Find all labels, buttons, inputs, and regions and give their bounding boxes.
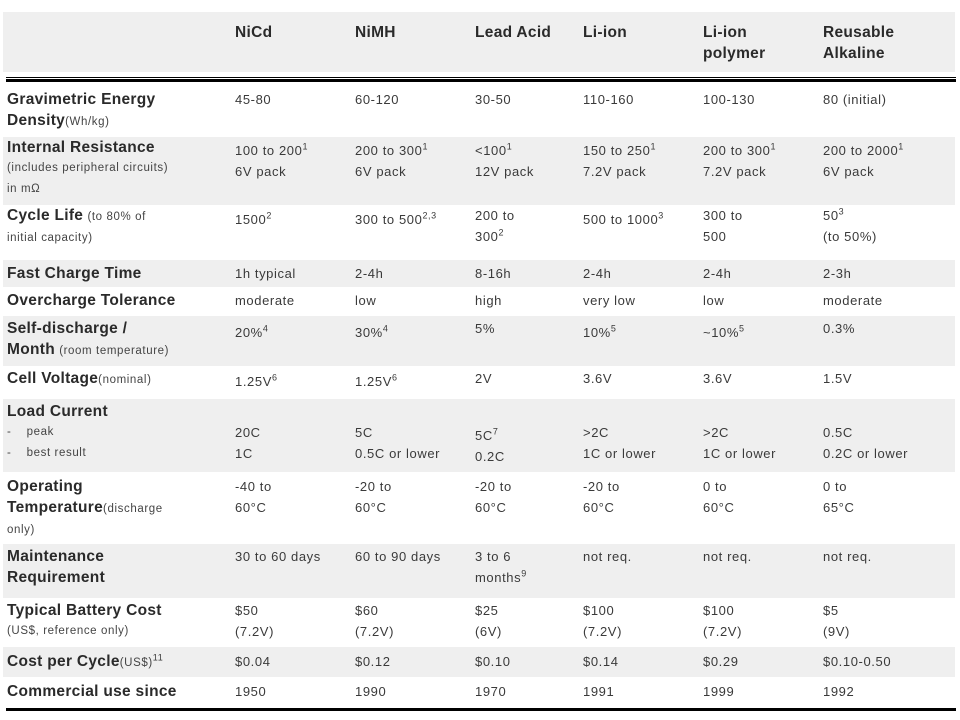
row-label: Typical Battery Cost (US$, reference only) xyxy=(7,602,162,637)
column-header-reusable-alkaline: Reusable Alkaline xyxy=(823,24,895,62)
row-label: Gravimetric Energy Density(Wh/kg) xyxy=(7,91,156,129)
column-header-li-ion: Li-ion xyxy=(583,24,627,41)
cell-nimh: 200 to $300^1$ 6V pack xyxy=(355,141,429,179)
divider-thin xyxy=(6,77,956,78)
cell-nimh: 60-120 xyxy=(355,92,400,107)
cell-lead-acid: $5C^7$ 0.2C xyxy=(475,426,505,464)
cell-li-ion: 150 to $250^1$ 7.2V pack xyxy=(583,141,657,179)
row-label: Commercial use since xyxy=(7,683,177,700)
cell-nicd: 45-80 xyxy=(235,92,272,107)
cell-lead-acid: 1970 xyxy=(475,684,507,699)
cell-nicd: $0.04 xyxy=(235,654,271,669)
cell-nicd: 1h typical xyxy=(235,266,296,281)
cell-lead-acid: 3 to 6 months$^9$ xyxy=(475,549,527,585)
row-label: Fast Charge Time xyxy=(7,265,142,282)
row-label: Operating Temperature(discharge only) xyxy=(7,478,163,536)
column-header-li-ion-polymer: Li-ion polymer xyxy=(703,24,766,62)
cell-nimh: 60 to 90 days xyxy=(355,549,441,564)
cell-li-ion-polymer: 100-130 xyxy=(703,92,755,107)
cell-nicd: 30 to 60 days xyxy=(235,549,321,564)
cell-li-ion: 1991 xyxy=(583,684,615,699)
cell-lead-acid: 200 to $300^2$ xyxy=(475,208,515,244)
cell-li-ion: 500 to 1000$^3$ xyxy=(583,210,664,227)
row-label: Load Current - peak - best result xyxy=(7,403,108,459)
cell-lead-acid: -20 to 60°C xyxy=(475,479,512,515)
cell-reusable-alkaline: 0.5C 0.2C or lower xyxy=(823,425,909,461)
row-label: Cost per Cycle(US$)$^{11}$ xyxy=(7,652,164,670)
cell-li-ion: $100 (7.2V) xyxy=(583,603,623,639)
cell-nicd: $1.25V^6$ xyxy=(235,372,278,389)
cell-li-ion-polymer: >2C 1C or lower xyxy=(703,425,777,461)
cell-li-ion: very low xyxy=(583,293,636,308)
battery-comparison-table xyxy=(3,12,955,712)
cell-reusable-alkaline: 80 (initial) xyxy=(823,92,887,107)
cell-nimh: 1990 xyxy=(355,684,387,699)
cell-li-ion-polymer: $100 (7.2V) xyxy=(703,603,743,639)
cell-lead-acid: high xyxy=(475,293,502,308)
cell-nimh: 2-4h xyxy=(355,266,384,281)
divider-thick xyxy=(6,79,956,82)
cell-lead-acid: $25 (6V) xyxy=(475,603,502,639)
row-label: Self-discharge / Month (room temperature) xyxy=(7,320,170,358)
cell-li-ion-polymer: 0 to 60°C xyxy=(703,479,735,515)
cell-li-ion: >2C 1C or lower xyxy=(583,425,657,461)
cell-nicd: -40 to 60°C xyxy=(235,479,272,515)
table-row-typical-battery-cost xyxy=(3,598,955,647)
cell-lead-acid: 2V xyxy=(475,371,493,386)
cell-nimh: low xyxy=(355,293,377,308)
cell-nicd: 20C 1C xyxy=(235,425,261,461)
cell-nimh: 5C 0.5C or lower xyxy=(355,425,441,461)
cell-nimh: $60 (7.2V) xyxy=(355,603,395,639)
column-header-nicd: NiCd xyxy=(235,24,273,41)
cell-nimh: $0.12 xyxy=(355,654,391,669)
table-row-cycle-life xyxy=(3,205,955,260)
cell-nicd: 20%$^4$ xyxy=(235,323,269,340)
row-label: Maintenance Requirement xyxy=(7,548,106,586)
cell-reusable-alkaline: 0 to 65°C xyxy=(823,479,855,515)
column-header-nimh: NiMH xyxy=(355,24,396,41)
cell-nimh: 300 to 500$^{2,3}$ xyxy=(355,210,437,227)
cell-lead-acid: 8-16h xyxy=(475,266,512,281)
table-row-overcharge-tolerance xyxy=(3,287,955,316)
column-header-lead-acid: Lead Acid xyxy=(475,24,552,41)
cell-nimh: 30%$^4$ xyxy=(355,323,389,340)
cell-nicd: 1500$^2$ xyxy=(235,210,272,227)
table-row-cost-per-cycle xyxy=(3,647,955,677)
row-label: Cell Voltage(nominal) xyxy=(7,370,152,387)
cell-reusable-alkaline: moderate xyxy=(823,293,883,308)
cell-nicd: $50 (7.2V) xyxy=(235,603,275,639)
cell-li-ion: 2-4h xyxy=(583,266,612,281)
cell-li-ion-polymer: 3.6V xyxy=(703,371,733,386)
cell-li-ion-polymer: 2-4h xyxy=(703,266,732,281)
table-row-cell-voltage xyxy=(3,366,955,399)
cell-nicd: moderate xyxy=(235,293,295,308)
table-row-operating-temperature xyxy=(3,472,955,544)
divider-thick xyxy=(6,708,956,711)
cell-reusable-alkaline: $50^3$ (to 50%) xyxy=(823,206,877,244)
row-label: Overcharge Tolerance xyxy=(7,292,176,309)
cell-reusable-alkaline: not req. xyxy=(823,549,872,564)
cell-lead-acid: $0.10 xyxy=(475,654,511,669)
row-label: Internal Resistance (includes peripheral circuits) in mΩ xyxy=(7,139,169,195)
cell-li-ion-polymer: 1999 xyxy=(703,684,735,699)
cell-reusable-alkaline: $5 (9V) xyxy=(823,603,850,639)
bottom-divider xyxy=(3,706,955,712)
cell-nimh: -20 to 60°C xyxy=(355,479,392,515)
row-label: Cycle Life (to 80% of initial capacity) xyxy=(7,207,146,244)
cell-li-ion-polymer: 300 to 500 xyxy=(703,208,743,244)
cell-reusable-alkaline: 1992 xyxy=(823,684,855,699)
cell-nimh: $1.25V^6$ xyxy=(355,372,398,389)
cell-li-ion: $0.14 xyxy=(583,654,619,669)
cell-li-ion: 10%$^5$ xyxy=(583,323,617,340)
cell-lead-acid: $<100^1$ 12V pack xyxy=(475,141,535,179)
cell-nicd: 1950 xyxy=(235,684,267,699)
cell-li-ion-polymer: ~10%$^5$ xyxy=(703,323,745,340)
header-divider xyxy=(3,72,955,89)
cell-lead-acid: 30-50 xyxy=(475,92,512,107)
cell-li-ion-polymer: not req. xyxy=(703,549,752,564)
cell-li-ion: not req. xyxy=(583,549,632,564)
cell-lead-acid: 5% xyxy=(475,321,495,336)
table-row-maintenance-requirement xyxy=(3,544,955,598)
table-row-internal-resistance xyxy=(3,137,955,205)
cell-reusable-alkaline: $0.10-0.50 xyxy=(823,654,892,669)
table-row-gravimetric-energy-density xyxy=(3,89,955,137)
cell-reusable-alkaline: 200 to 2000$^1$ 6V pack xyxy=(823,141,904,179)
cell-reusable-alkaline: 0.3% xyxy=(823,321,856,336)
table-row-commercial-use-since xyxy=(3,677,955,706)
cell-li-ion-polymer: 200 to $300^1$ 7.2V pack xyxy=(703,141,777,179)
table-row-fast-charge-time xyxy=(3,260,955,287)
cell-li-ion: -20 to 60°C xyxy=(583,479,620,515)
cell-nicd: 100 to $200^1$ 6V pack xyxy=(235,141,309,179)
cell-reusable-alkaline: 1.5V xyxy=(823,371,853,386)
cell-li-ion: 3.6V xyxy=(583,371,613,386)
cell-li-ion-polymer: $0.29 xyxy=(703,654,739,669)
cell-li-ion-polymer: low xyxy=(703,293,725,308)
table-header-row xyxy=(3,12,955,72)
cell-reusable-alkaline: 2-3h xyxy=(823,266,852,281)
table-row-self-discharge xyxy=(3,316,955,366)
table-row-load-current xyxy=(3,399,955,472)
cell-li-ion: 110-160 xyxy=(583,92,634,107)
